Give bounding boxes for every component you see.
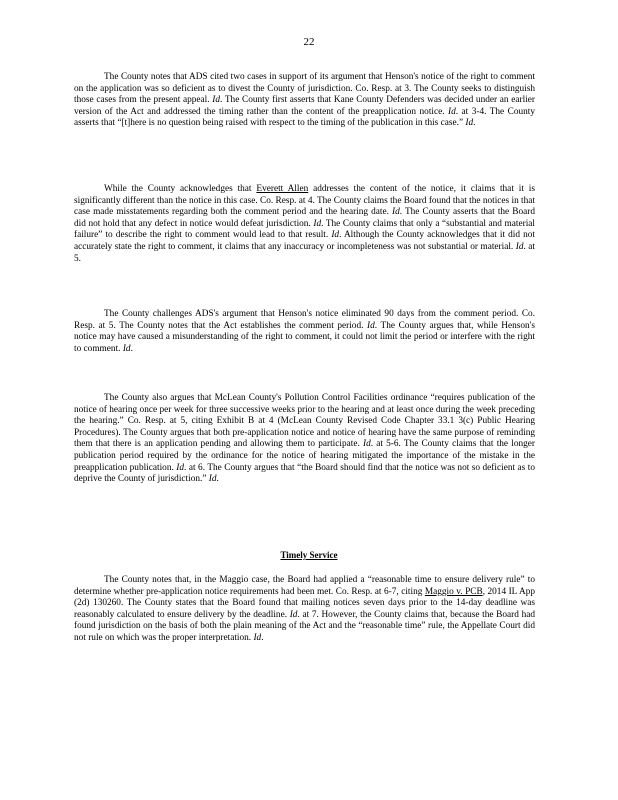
citation-id: Id — [465, 118, 474, 129]
citation-id: Id — [176, 462, 185, 473]
paragraph-text: The County also argues that McLean County's Pollution Control Facilities ordinance “requires publication of the notice of hearing once per week for three successive weeks prior to the hearing and at least once during the week preceding the hearing.” Co. Resp. at 5, citing Exhibit B at 4 (McLean County Revised Code Chapter 33.1 3(c) Public Hearing Procedures). The County argues that both pre-application notice and notice of hearing have the same purpose of reminding them that there is an application pending and allowing them to participate. — [74, 393, 535, 450]
paragraph-text: . The County first asserts that Kane County Defenders was decided under an earlier version of the Act and addressed the timing rather than the content of the preapplication notice. — [74, 95, 535, 117]
case-name: Maggio v. PCB — [424, 586, 483, 597]
paragraph-mclean-ordinance — [74, 393, 535, 486]
paragraph-text: . at 6. The County argues that “the Board should find that the notice was not so deficient as to deprive the County of jurisdiction.” — [74, 462, 535, 485]
section-heading-text: Timely Service — [280, 550, 338, 560]
paragraph-text: addresses the content of the notice, it claims that it is significantly different than the notice in this case. Co. Resp. at 4. The County claims the Board found that the notices in that case made misstatements regarding both the comment period and the hearing date. — [74, 184, 535, 218]
citation-id: Id — [212, 95, 221, 106]
citation-id: Id — [392, 207, 400, 218]
paragraph-text: The County notes that ADS cited two cases in support of its argument that Henson's notice of the right to comment on the application was so deficient as to divest the County of jurisdiction. Co. Resp. at 3. The County seeks to distinguish those cases from the present appeal. — [74, 72, 535, 106]
citation-id: Id — [362, 439, 371, 450]
citation-id: Id — [331, 230, 340, 241]
citation-id: Id — [208, 474, 217, 485]
paragraph-text: . The County asserts that the Board did not hold that any defect in notice would defeat jurisdiction. — [74, 207, 535, 229]
section-heading — [0, 550, 618, 560]
paragraph-comment-period — [74, 309, 535, 355]
paragraph-text: . — [130, 343, 133, 354]
citation-id: Id — [122, 343, 131, 354]
paragraph-text: . at 5. — [74, 241, 536, 264]
citation-id: Id — [367, 320, 375, 331]
citation-id: Id — [313, 218, 322, 229]
paragraph-text: . — [216, 474, 219, 485]
paragraph-text: . The County claims that only a “substantial and material failure” to describe the right to comment would lead to that result. — [74, 218, 535, 241]
paragraph-text: The County notes that, in the Maggio case, the Board had applied a “reasonable time to ensure delivery rule” to determine whether pre-application notice requirements had been met. Co. Resp. at 6-7, citing — [74, 575, 535, 597]
paragraph-text: While the County acknowledges that — [104, 184, 257, 194]
citation-id: Id — [253, 632, 262, 643]
citation-id: Id — [515, 241, 524, 252]
citation-id: Id — [289, 609, 298, 620]
paragraph-text: . — [473, 118, 476, 129]
case-name: Everett Allen — [256, 184, 309, 194]
paragraph-text: . at 5-6. The County claims that the longer publication period required by the ordinance for the notice of hearing mitigated the importance of the mistake in the preapplication publication. — [74, 439, 535, 473]
paragraph-text: . at 3-4. The County asserts that “[t]here is no question being raised with respect to the timing of the publication in this case.” — [74, 106, 535, 129]
page-number: 22 — [303, 36, 315, 48]
paragraph-text: The County challenges ADS's argument that Henson's notice eliminated 90 days from the comment period. Co. Resp. at 5. The County notes that the Act establishes the comment period. — [74, 309, 535, 331]
citation-id: Id — [448, 106, 456, 117]
paragraph-maggio-case — [74, 575, 535, 645]
paragraph-text: , 2014 IL App (2d) 130260. The County states that the Board found that mailing notices seven days prior to the 14-day deadline was reasonably calculated to ensure delivery by the deadline. — [74, 586, 536, 620]
paragraph-text: . at 7. However, the County claims that, because the Board had found jurisdiction on the basis of both the plain meaning of the Act and the “reasonable time” rule, the Appellate Court did not rule on which was the proper interpretation. — [74, 609, 535, 643]
paragraph-ads-cases — [74, 72, 535, 130]
paragraph-text: . Although the County acknowledges that it did not accurately state the right to comment, it claims that any inaccuracy or incompleteness was not substantial or material. — [74, 230, 535, 252]
paragraph-everett-allen — [74, 184, 535, 265]
paragraph-text: . The County argues that, while Henson's notice may have caused a misunderstanding of the right to comment, it could not limit the period or interfere with the right to comment. — [74, 320, 535, 354]
paragraph-text: . — [261, 632, 264, 643]
